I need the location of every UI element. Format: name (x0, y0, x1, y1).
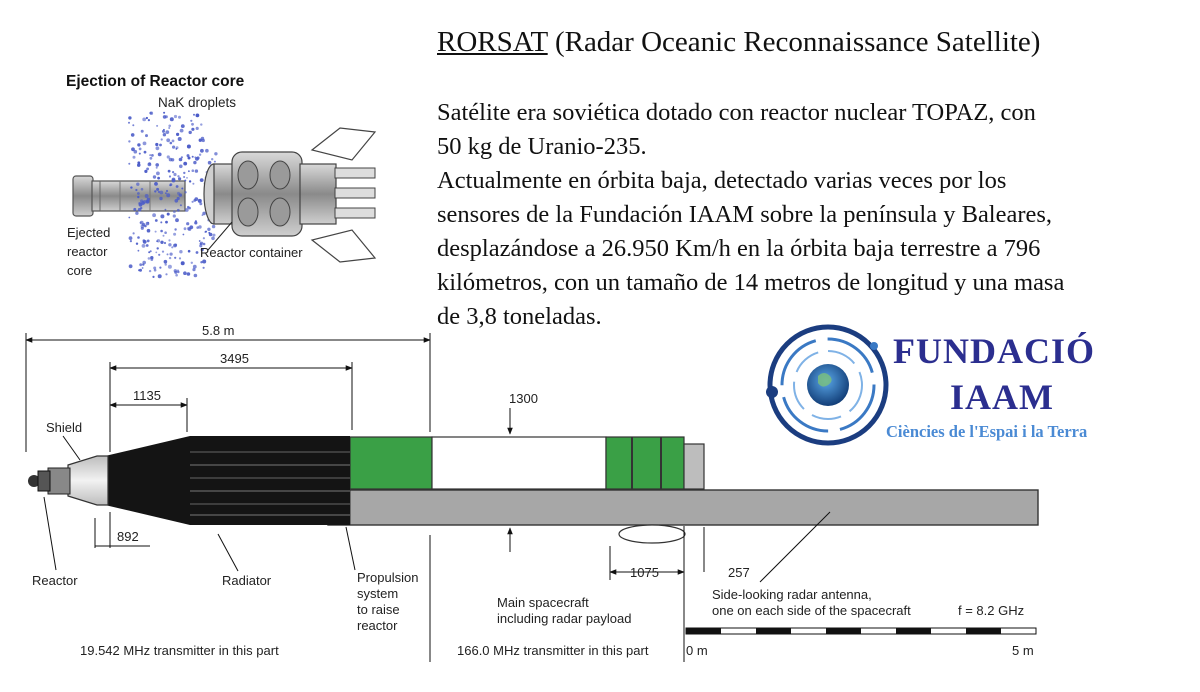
main-spacecraft-label-2: including radar payload (497, 611, 632, 626)
scale-start-label: 0 m (686, 643, 708, 658)
transmitter-19-label: 19.542 MHz transmitter in this part (80, 643, 279, 658)
propulsion-label-2: system (357, 586, 399, 601)
propulsion-label-3: to raise (357, 602, 400, 617)
ejected-label-1: Ejected (67, 225, 111, 240)
container-label: Reactor container (200, 245, 303, 260)
description-line: kilómetros, con un tamaño de 14 metros de longitud y una masa (437, 269, 1065, 296)
logo-line-3: Ciències de l'Espai i la Terra (886, 422, 1088, 441)
propulsion-label-4: reactor (357, 618, 398, 633)
scale-end-label: 5 m (1012, 643, 1034, 658)
description-line: Satélite era soviética dotado con reactor nuclear TOPAZ, con (437, 99, 1036, 126)
reactor-label: Reactor (32, 573, 78, 588)
title-expansion: (Radar Oceanic Reconnaissance Satellite) (547, 26, 1041, 58)
radiator-label: Radiator (222, 573, 272, 588)
description-line: Actualmente en órbita baja, detectado varias veces por los (437, 167, 1007, 194)
fundacio-logo (766, 327, 886, 443)
description-line: de 3,8 toneladas. (437, 303, 602, 330)
ejected-label-3: core (67, 263, 93, 278)
dim-257: 257 (728, 565, 750, 580)
main-spacecraft-label-1: Main spacecraft (497, 595, 589, 610)
ejected-label-2: reactor (67, 244, 108, 259)
dim-1300: 1300 (509, 391, 538, 406)
nak-label: NaK droplets (158, 95, 237, 110)
dim-892: 892 (117, 529, 139, 544)
description-line: sensores de la Fundación IAAM sobre la península y Baleares, (437, 201, 1053, 228)
antenna-label-2: one on each side of the spacecraft (712, 603, 911, 618)
shield-label: Shield (46, 420, 83, 435)
antenna-label-1: Side-looking radar antenna, (712, 587, 872, 602)
propulsion-label-1: Propulsion (357, 570, 419, 585)
frequency-label: f = 8.2 GHz (958, 603, 1025, 618)
dim-1135: 1135 (133, 388, 161, 403)
dim-3495: 3495 (220, 351, 249, 366)
dim-overall: 5.8 m (202, 323, 235, 338)
transmitter-166-label: 166.0 MHz transmitter in this part (457, 643, 649, 658)
description-line: 50 kg de Uranio-235. (437, 133, 647, 160)
logo-line-1: FUNDACIÓ (893, 331, 1095, 371)
logo-line-2: IAAM (950, 377, 1054, 417)
ejection-title: Ejection of Reactor core (66, 73, 245, 90)
dim-1075: 1075 (630, 565, 659, 580)
title-acronym: RORSAT (437, 26, 548, 58)
description-line: desplazándose a 26.950 Km/h en la órbita baja terrestre a 796 (437, 235, 1041, 262)
